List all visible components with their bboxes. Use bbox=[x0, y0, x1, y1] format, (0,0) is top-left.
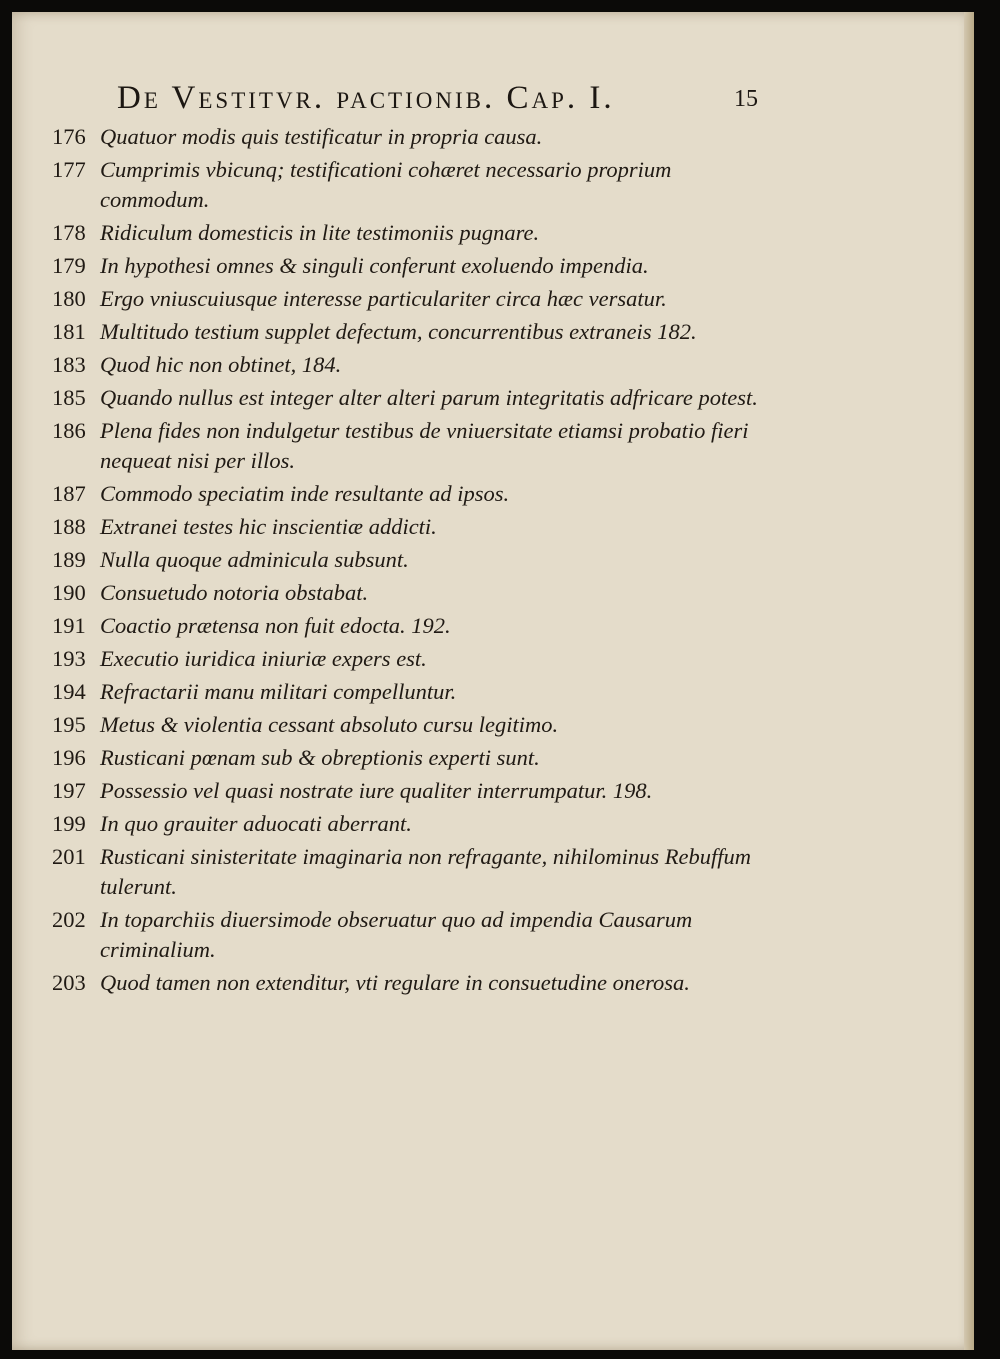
book-page bbox=[12, 12, 974, 1350]
entry-number: 178 bbox=[52, 220, 86, 245]
list-item bbox=[52, 122, 772, 152]
entry-number: 187 bbox=[52, 481, 86, 506]
entry-text: Possessio vel quasi nostrate iure qualiter interrumpatur. 198. bbox=[100, 778, 653, 803]
list-item bbox=[52, 350, 772, 380]
list-item bbox=[52, 776, 772, 806]
list-item bbox=[52, 251, 772, 281]
list-item bbox=[52, 545, 772, 575]
entry-text: Ergo vniuscuiusque interesse particulariter circa hæc versatur. bbox=[100, 286, 667, 311]
entry-text: Nulla quoque adminicula subsunt. bbox=[100, 547, 409, 572]
entry-number: 189 bbox=[52, 547, 86, 572]
list-item bbox=[52, 416, 772, 476]
entry-text: In hypothesi omnes & singuli conferunt exoluendo impendia. bbox=[100, 253, 649, 278]
entry-text: Plena fides non indulgetur testibus de vniuersitate etiamsi probatio fieri nequeat nisi per illos. bbox=[100, 418, 749, 473]
entry-text: Ridiculum domesticis in lite testimoniis pugnare. bbox=[100, 220, 540, 245]
entry-number: 183 bbox=[52, 352, 86, 377]
entry-number: 181 bbox=[52, 319, 86, 344]
entry-number: 196 bbox=[52, 745, 86, 770]
entry-number: 180 bbox=[52, 286, 86, 311]
list-item bbox=[52, 155, 772, 215]
list-item bbox=[52, 317, 772, 347]
entry-text: Consuetudo notoria obstabat. bbox=[100, 580, 369, 605]
list-item bbox=[52, 479, 772, 509]
entry-number: 185 bbox=[52, 385, 86, 410]
entry-text: Extranei testes hic inscientiæ addicti. bbox=[100, 514, 437, 539]
list-item bbox=[52, 512, 772, 542]
list-item bbox=[52, 905, 772, 965]
list-item bbox=[52, 383, 772, 413]
entry-text: Quatuor modis quis testificatur in propria causa. bbox=[100, 124, 543, 149]
entry-text: Coactio prætensa non fuit edocta. 192. bbox=[100, 613, 451, 638]
entry-text: Rusticani sinisteritate imaginaria non refragante, nihilominus Rebuffum tulerunt. bbox=[100, 844, 752, 899]
entry-text: Multitudo testium supplet defectum, concurrentibus extraneis 182. bbox=[100, 319, 697, 344]
entry-text: Quando nullus est integer alter alteri parum integritatis adfricare potest. bbox=[100, 385, 758, 410]
entry-number: 199 bbox=[52, 811, 86, 836]
entry-number: 202 bbox=[52, 907, 86, 932]
entry-number: 193 bbox=[52, 646, 86, 671]
entry-text: Quod hic non obtinet, 184. bbox=[100, 352, 342, 377]
list-item bbox=[52, 284, 772, 314]
entry-number: 176 bbox=[52, 124, 86, 149]
entry-text: In quo grauiter aduocati aberrant. bbox=[100, 811, 412, 836]
entry-number: 186 bbox=[52, 418, 86, 443]
entry-text: In toparchiis diuersimode obseruatur quo ad impendia Causarum criminalium. bbox=[100, 907, 693, 962]
entry-text: Metus & violentia cessant absoluto cursu legitimo. bbox=[100, 712, 559, 737]
entry-number: 188 bbox=[52, 514, 86, 539]
entry-number: 195 bbox=[52, 712, 86, 737]
entry-text: Executio iuridica iniuriæ expers est. bbox=[100, 646, 427, 671]
list-item bbox=[52, 218, 772, 248]
entry-text: Commodo speciatim inde resultante ad ipsos. bbox=[100, 481, 510, 506]
list-item bbox=[52, 743, 772, 773]
list-item bbox=[52, 611, 772, 641]
entry-text: Refractarii manu militari compelluntur. bbox=[100, 679, 457, 704]
entry-number: 201 bbox=[52, 844, 86, 869]
list-item bbox=[52, 809, 772, 839]
entry-number: 179 bbox=[52, 253, 86, 278]
entry-text: Cumprimis vbicunq; testificationi cohæret necessario proprium commodum. bbox=[100, 157, 672, 212]
entry-number: 177 bbox=[52, 157, 86, 182]
list-item bbox=[52, 710, 772, 740]
list-item bbox=[52, 644, 772, 674]
list-item bbox=[52, 578, 772, 608]
running-head: De Vestitvr. pactionib. Cap. I. bbox=[117, 80, 615, 116]
entry-number: 190 bbox=[52, 580, 86, 605]
page-number: 15 bbox=[734, 86, 758, 112]
entry-number: 203 bbox=[52, 970, 86, 995]
list-item bbox=[52, 677, 772, 707]
entry-text: Quod tamen non extenditur, vti regulare in consuetudine onerosa. bbox=[100, 970, 690, 995]
list-item bbox=[52, 968, 772, 998]
entry-number: 197 bbox=[52, 778, 86, 803]
list-item bbox=[52, 842, 772, 902]
entry-number: 194 bbox=[52, 679, 86, 704]
page-edge bbox=[964, 12, 974, 1350]
summary-list bbox=[52, 122, 772, 1001]
entry-text: Rusticani pœnam sub & obreptionis experti sunt. bbox=[100, 745, 540, 770]
entry-number: 191 bbox=[52, 613, 86, 638]
